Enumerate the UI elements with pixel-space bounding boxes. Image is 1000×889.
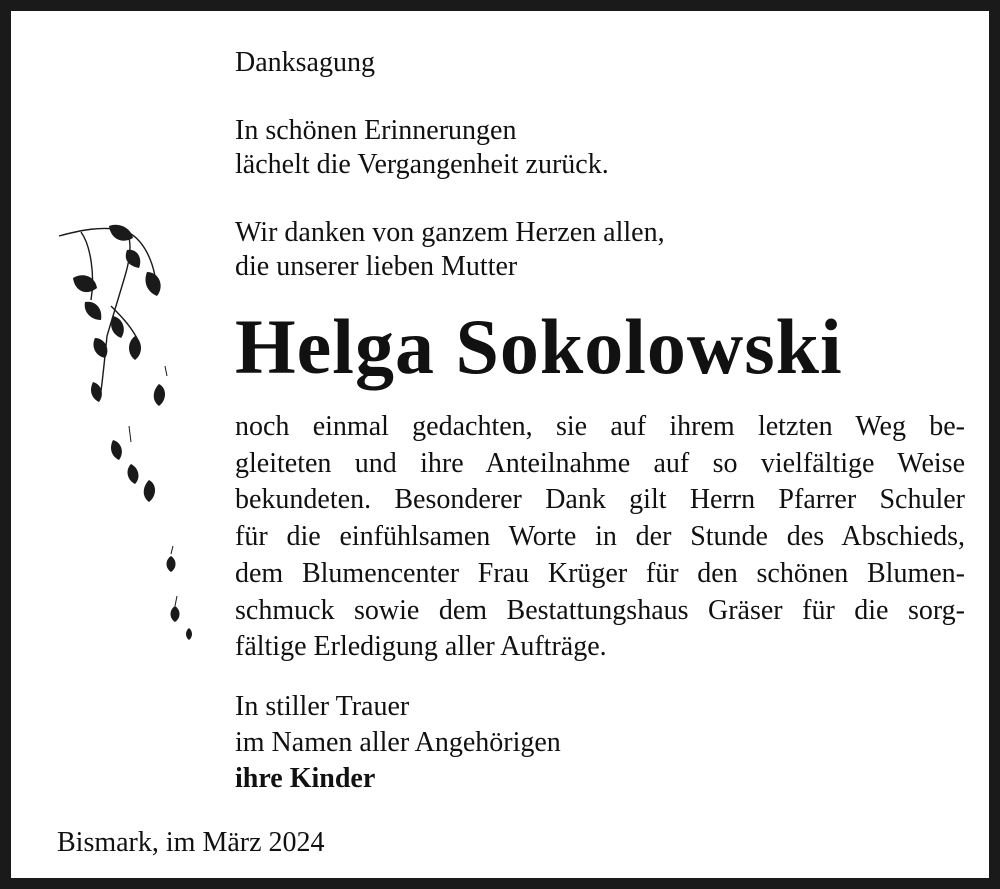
paragraph-line: noch einmal gedachten, sie auf ihrem letzten Weg be- bbox=[235, 411, 965, 442]
closing-line: In stiller Trauer bbox=[235, 691, 410, 722]
paragraph-line: fältige Erledigung aller Aufträge. bbox=[235, 631, 607, 663]
closing-line: im Namen aller Angehörigen bbox=[235, 727, 561, 758]
notice-heading: Danksagung bbox=[235, 47, 375, 78]
intro-line: die unserer lieben Mutter bbox=[235, 251, 518, 282]
falling-leaves-icon bbox=[51, 216, 211, 656]
place-date: Bismark, im März 2024 bbox=[57, 827, 325, 858]
paragraph-line: dem Blumencenter Frau Krüger für den schönen Blumen- bbox=[235, 557, 965, 589]
paragraph-line: gleiteten und ihre Anteilnahme auf so vielfältige Weise bbox=[235, 447, 965, 479]
signature: ihre Kinder bbox=[235, 763, 376, 794]
paragraph-line: bekundeten. Besonderer Dank gilt Herrn Pfarrer Schuler bbox=[235, 484, 965, 516]
intro-block bbox=[235, 216, 665, 284]
quote-line: lächelt die Vergangenheit zurück. bbox=[235, 149, 609, 180]
deceased-name: Helga Sokolowski bbox=[235, 303, 843, 390]
thanks-paragraph bbox=[235, 409, 965, 666]
intro-line: Wir danken von ganzem Herzen allen, bbox=[235, 217, 665, 248]
quote-block bbox=[235, 114, 609, 182]
paragraph-line: schmuck sowie dem Bestattungshaus Gräser für die sorg- bbox=[235, 594, 965, 626]
quote-line: In schönen Erinnerungen bbox=[235, 115, 517, 146]
paragraph-line: für die einfühlsamen Worte in der Stunde des Abschieds, bbox=[235, 521, 965, 553]
closing-block bbox=[235, 689, 561, 797]
